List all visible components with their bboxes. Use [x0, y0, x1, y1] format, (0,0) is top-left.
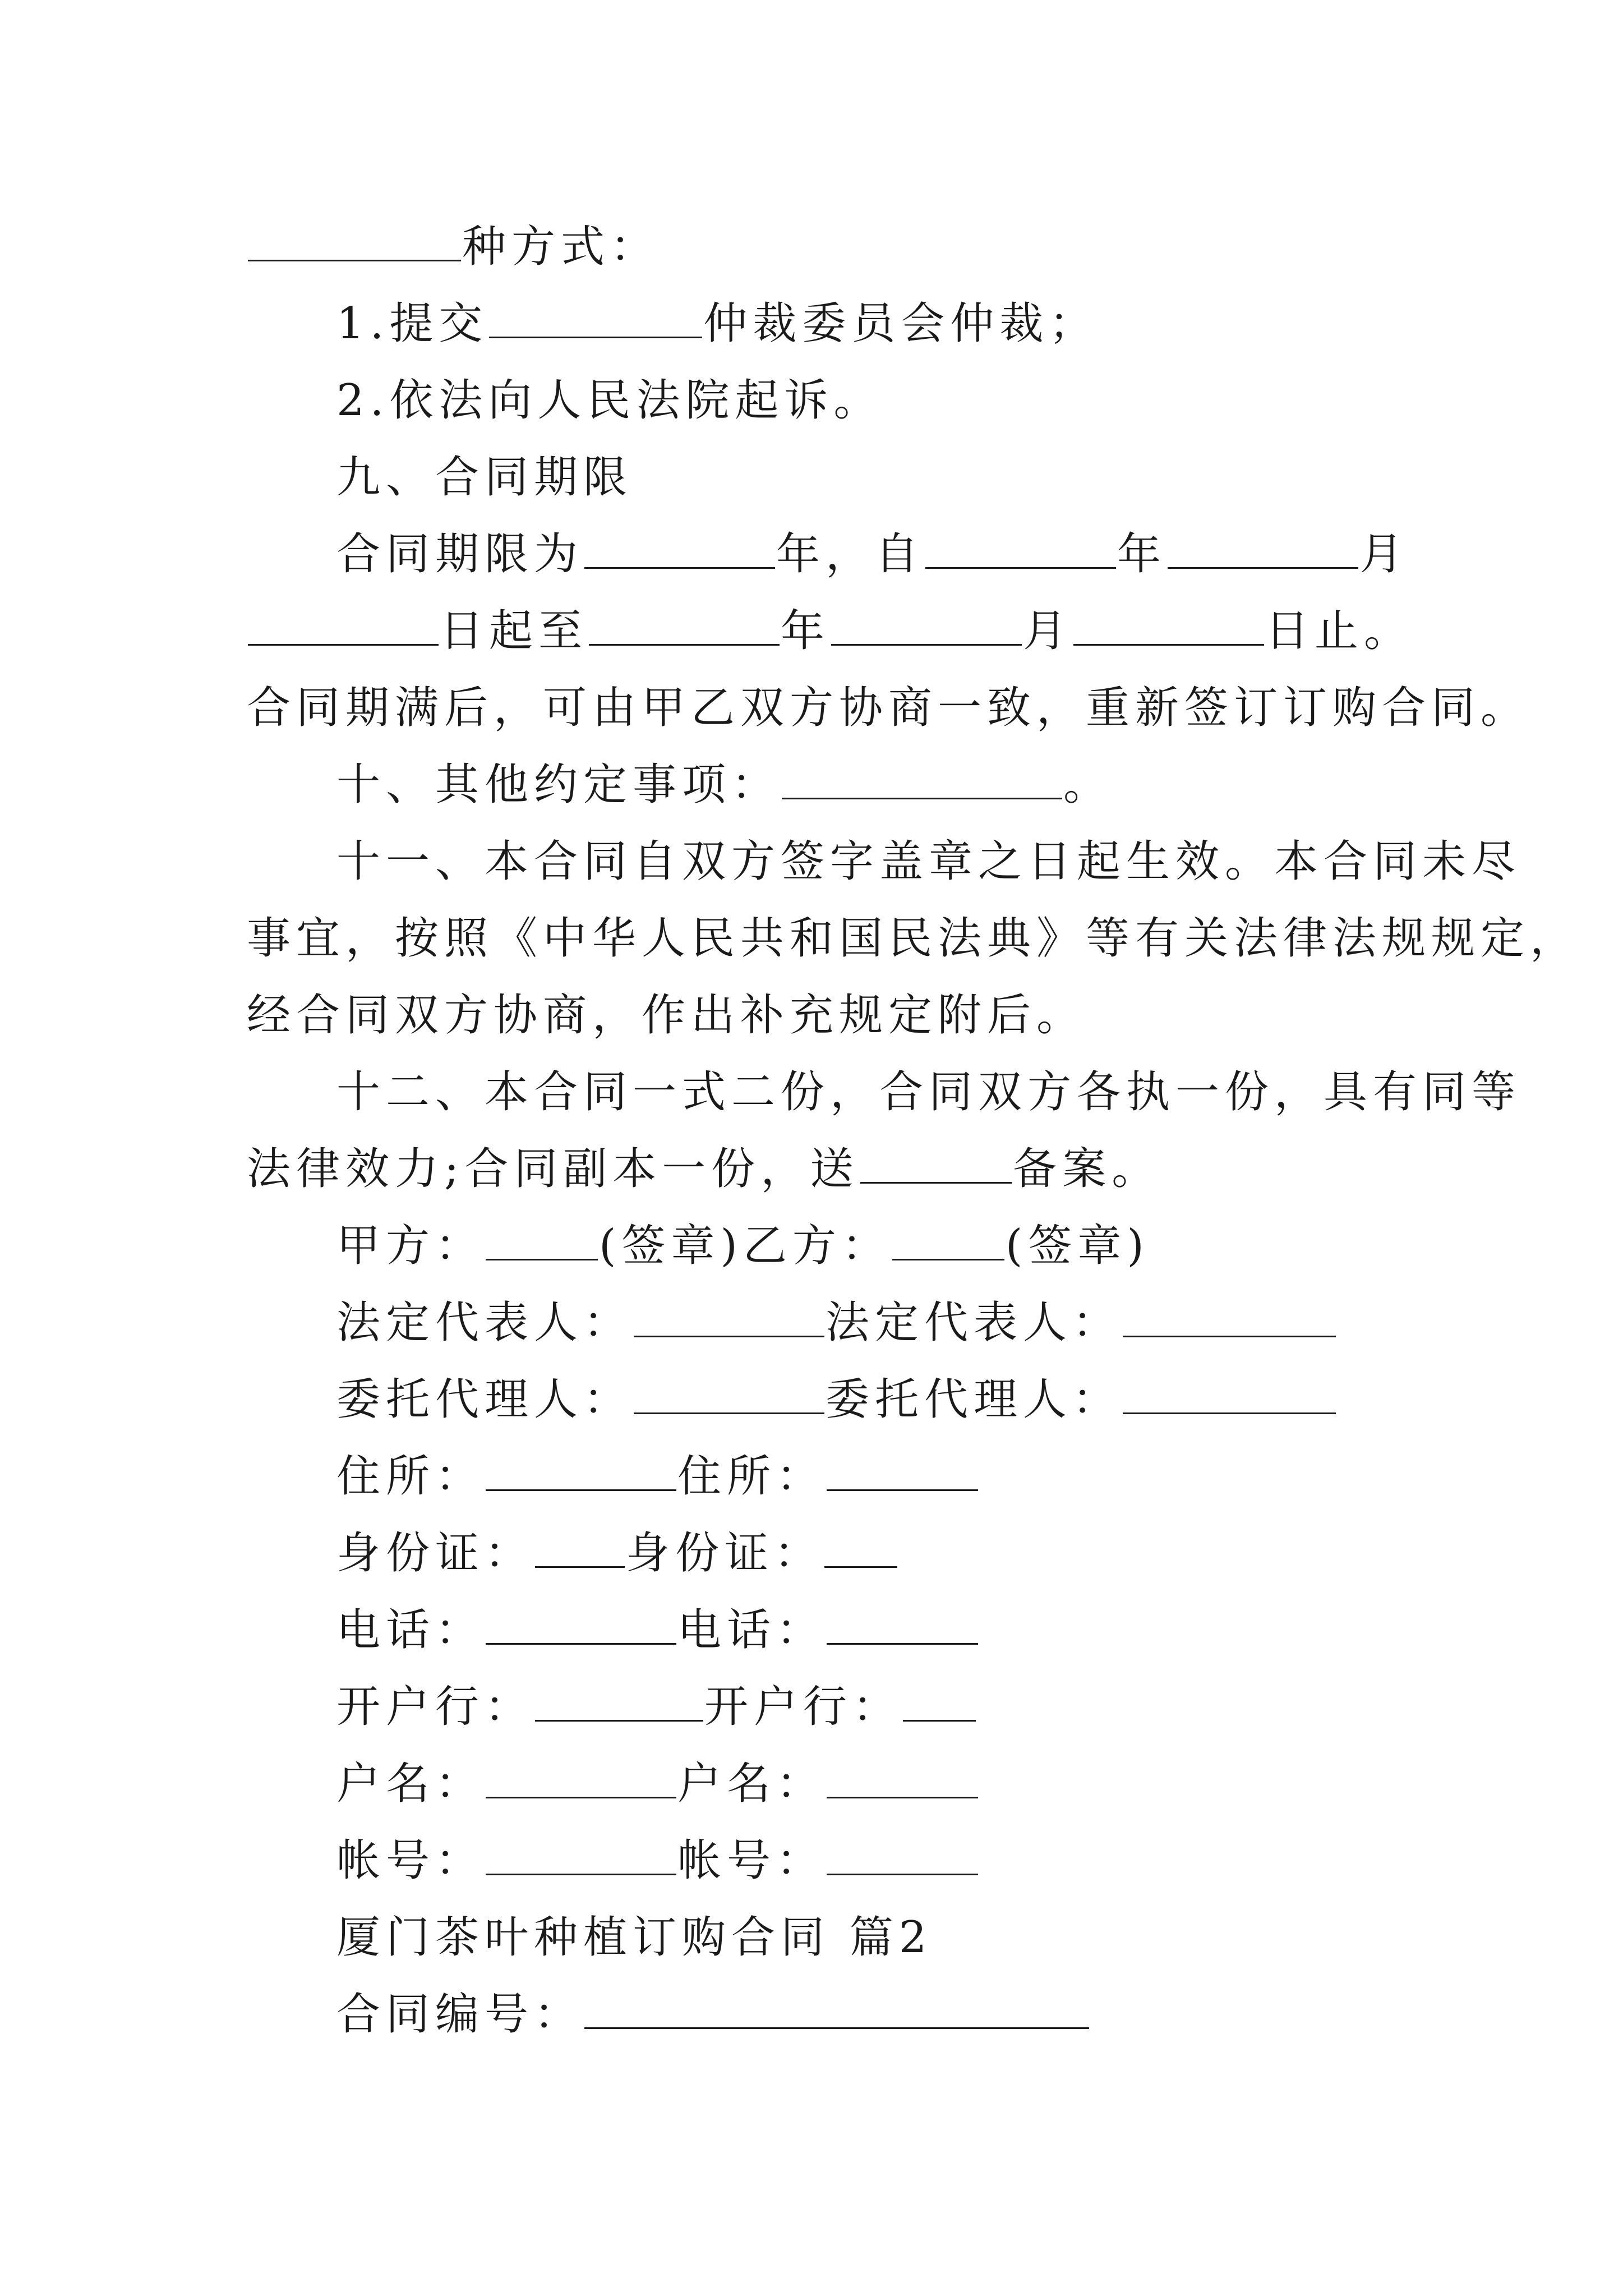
blank-field[interactable]: [824, 1531, 897, 1568]
text-segment: 甲方：: [336, 1221, 485, 1271]
clause-11-line-1: [336, 831, 1521, 892]
blank-field[interactable]: [535, 1531, 625, 1568]
party-signature-line: [336, 1215, 1150, 1277]
blank-field[interactable]: [827, 1839, 978, 1875]
text-segment: 合同期满后，可由甲乙双方协商一致，重新签订订购合同。: [247, 683, 1530, 733]
legal-representative-line: [336, 1292, 1337, 1354]
text-segment: 仲裁委员会仲裁；: [703, 298, 1099, 349]
text-segment: 住所：: [677, 1451, 826, 1502]
section-heading: [336, 447, 633, 508]
blank-field[interactable]: [489, 302, 702, 338]
phone-line: [336, 1599, 979, 1661]
clause-12-line-2: [247, 1138, 1161, 1200]
blank-field[interactable]: [1123, 1378, 1336, 1414]
text-segment: 十、其他约定事项：: [336, 760, 781, 810]
text-segment: (签章)乙方：: [599, 1221, 891, 1271]
blank-field[interactable]: [589, 609, 780, 646]
blank-field[interactable]: [925, 532, 1116, 569]
blank-field[interactable]: [860, 1147, 1012, 1184]
text-segment: 备案。: [1013, 1144, 1161, 1194]
address-line: [336, 1446, 979, 1507]
text-segment: 开户行：: [336, 1682, 534, 1732]
text-segment: 日止。: [1265, 606, 1414, 656]
blank-field[interactable]: [634, 1378, 824, 1414]
text-segment: 法定代表人：: [336, 1297, 633, 1348]
text-segment: 十二、本合同一式二份，合同双方各执一份，具有同等: [336, 1067, 1521, 1117]
contract-number-line: [336, 1984, 1090, 2045]
account-name-line: [336, 1753, 979, 1815]
text-segment: 身份证：: [336, 1528, 534, 1579]
text-segment: 事宜，按照《中华人民共和国民法典》等有关法律法规规定，: [247, 913, 1580, 964]
blank-field[interactable]: [892, 1224, 1004, 1260]
text-segment: 住所：: [336, 1451, 485, 1502]
text-segment: 户名：: [677, 1759, 826, 1809]
blank-field[interactable]: [1168, 532, 1358, 569]
text-segment: 身份证：: [626, 1528, 824, 1579]
text-segment: 2.依法向人民法院起诉。: [336, 375, 883, 426]
blank-field[interactable]: [634, 1301, 824, 1337]
clause-11-line-2: [247, 908, 1579, 969]
blank-field[interactable]: [1123, 1301, 1336, 1337]
text-segment: 年: [1117, 529, 1167, 579]
blank-field[interactable]: [535, 1685, 703, 1722]
text-segment: 合同编号：: [336, 1989, 584, 2040]
text-segment: 月: [1023, 606, 1073, 656]
blank-field[interactable]: [903, 1685, 976, 1722]
text-segment: 法律效力;合同副本一份，送: [247, 1144, 860, 1194]
clause-12-line-1: [336, 1061, 1521, 1123]
blank-field[interactable]: [827, 1608, 978, 1645]
text-segment: 年: [781, 606, 831, 656]
text-segment: 1.提交: [336, 298, 488, 349]
option-2-line: [336, 370, 883, 431]
text-segment: 年，自: [776, 529, 925, 579]
option-1-line: [336, 293, 1098, 355]
text-segment: 九、合同期限: [336, 452, 633, 503]
arbitration-method-line: [247, 216, 660, 278]
text-segment: 日起至: [440, 606, 588, 656]
blank-field[interactable]: [831, 609, 1022, 646]
bank-line: [336, 1676, 977, 1738]
blank-field[interactable]: [584, 1993, 1089, 2029]
clause-11-line-3: [247, 984, 1086, 1046]
text-segment: 开户行：: [704, 1682, 902, 1732]
text-segment: 委托代理人：: [336, 1374, 633, 1425]
id-card-line: [336, 1522, 898, 1584]
blank-field[interactable]: [782, 763, 1062, 799]
text-segment: 经合同双方协商，作出补充规定附后。: [247, 990, 1086, 1041]
blank-field[interactable]: [827, 1762, 978, 1798]
contract-title: [336, 1907, 932, 1968]
text-segment: 。: [1063, 760, 1113, 810]
blank-field[interactable]: [486, 1762, 676, 1798]
text-segment: 帐号：: [336, 1835, 485, 1886]
text-segment: 电话：: [336, 1605, 485, 1655]
agent-line: [336, 1369, 1337, 1430]
text-segment: 户名：: [336, 1759, 485, 1809]
blank-field[interactable]: [827, 1455, 978, 1491]
text-segment: 法定代表人：: [826, 1297, 1122, 1348]
blank-field[interactable]: [486, 1455, 676, 1491]
text-segment: 帐号：: [677, 1835, 826, 1886]
blank-field[interactable]: [486, 1224, 598, 1260]
text-segment: 种方式：: [462, 222, 660, 272]
blank-field[interactable]: [248, 225, 461, 261]
blank-field[interactable]: [486, 1608, 676, 1645]
text-segment: 月: [1359, 529, 1409, 579]
blank-field[interactable]: [248, 609, 439, 646]
text-segment: (签章): [1005, 1221, 1150, 1271]
term-line-1: [336, 523, 1409, 585]
blank-field[interactable]: [486, 1839, 676, 1875]
text-segment: 电话：: [677, 1605, 826, 1655]
account-number-line: [336, 1830, 979, 1892]
text-segment: 合同期限为: [336, 529, 584, 579]
other-terms-line: [336, 754, 1113, 816]
text-segment: 委托代理人：: [826, 1374, 1122, 1425]
text-segment: 十一、本合同自双方签字盖章之日起生效。本合同未尽: [336, 836, 1521, 887]
term-line-2: [247, 600, 1413, 662]
text-segment: 厦门茶叶种植订购合同 篇2: [336, 1912, 933, 1963]
term-renewal-line: [247, 677, 1530, 739]
blank-field[interactable]: [584, 532, 775, 569]
blank-field[interactable]: [1073, 609, 1264, 646]
